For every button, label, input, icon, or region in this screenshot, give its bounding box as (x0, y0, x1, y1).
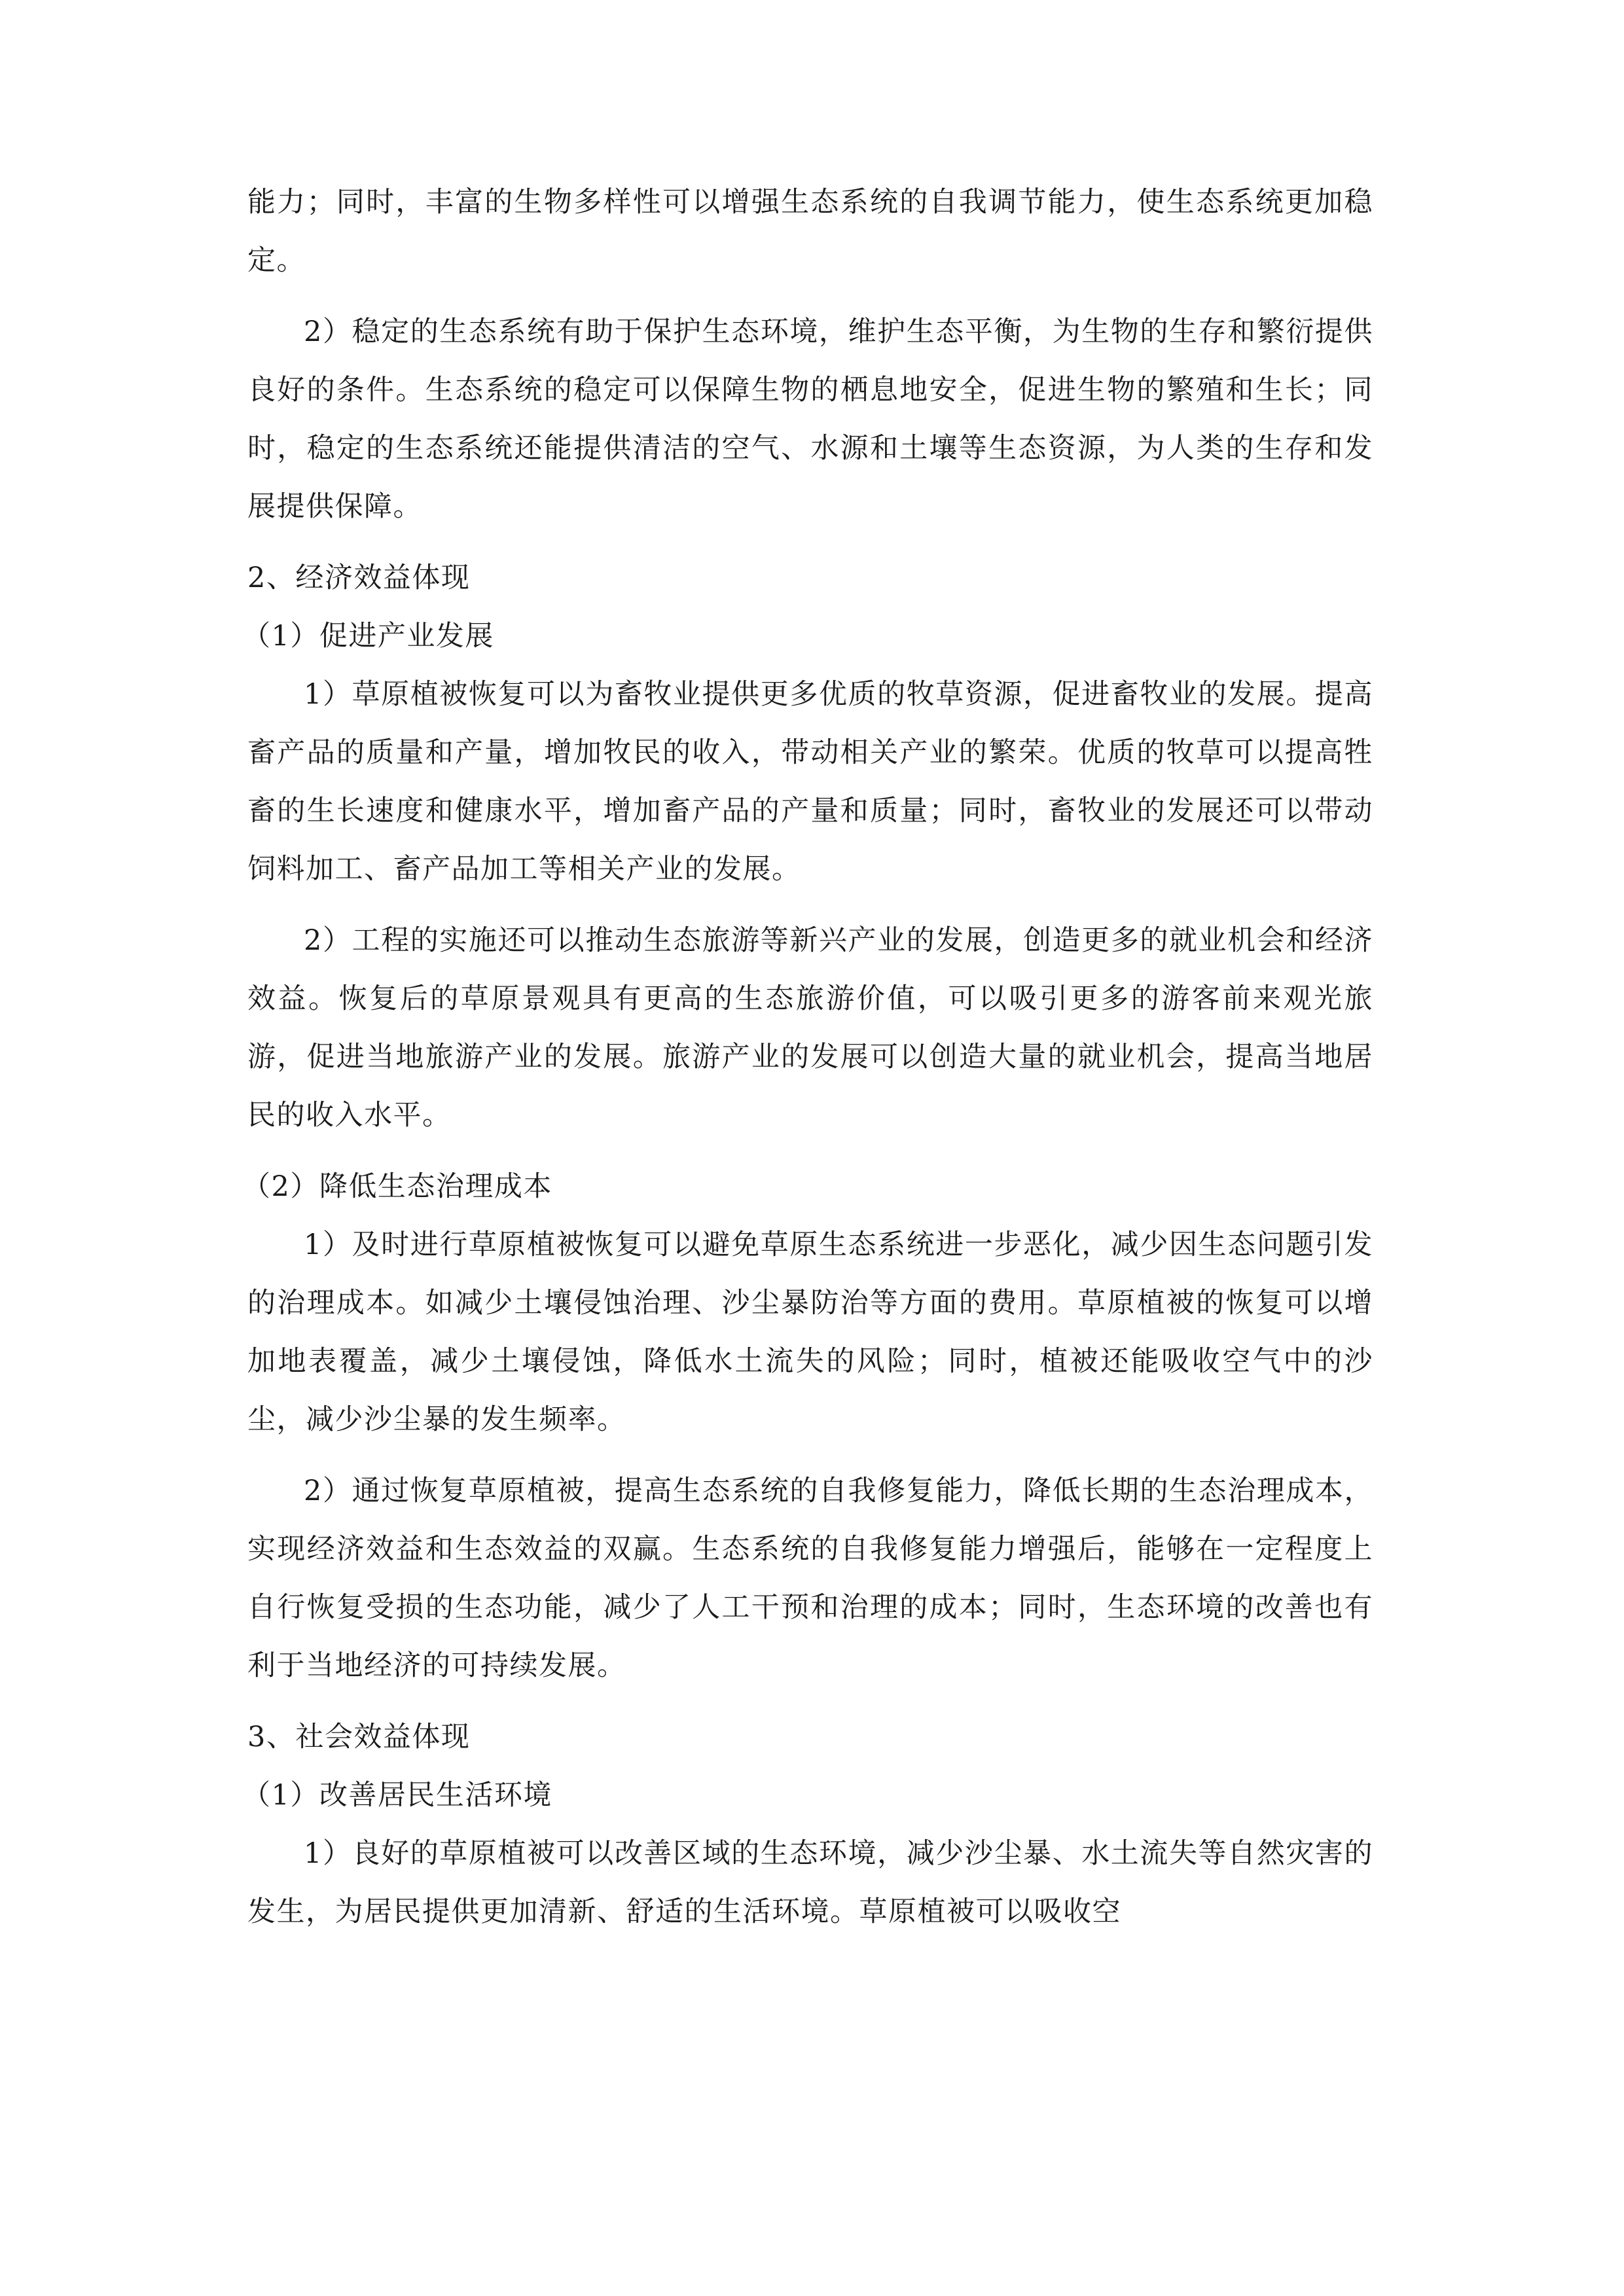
paragraph-item: 1）草原植被恢复可以为畜牧业提供更多优质的牧草资源，促进畜牧业的发展。提高畜产品的质量和产量，增加牧民的收入，带动相关产业的繁荣。优质的牧草可以提高牲畜的生长速度和健康水平，增加畜产品的产量和质量；同时，畜牧业的发展还可以带动饲料加工、畜产品加工等相关产业的发展。 (247, 678, 1373, 886)
paragraph-item: 2）通过恢复草原植被，提高生态系统的自我修复能力，降低长期的生态治理成本，实现经济效益和生态效益的双赢。生态系统的自我修复能力增强后，能够在一定程度上自行恢复受损的生态功能，减少了人工干预和治理的成本；同时，生态环境的改善也有利于当地经济的可持续发展。 (247, 1475, 1373, 1682)
subsection-heading: （1）改善居民生活环境 (242, 1779, 552, 1812)
section-heading: 3、社会效益体现 (247, 1721, 471, 1753)
subsection-heading: （2）降低生态治理成本 (242, 1170, 552, 1203)
document-body (242, 173, 1373, 1941)
paragraph-item: 1）及时进行草原植被恢复可以避免草原生态系统进一步恶化，减少因生态问题引发的治理成本。如减少土壤侵蚀治理、沙尘暴防治等方面的费用。草原植被的恢复可以增加地表覆盖，减少土壤侵蚀，降低水土流失的风险；同时，植被还能吸收空气中的沙尘，减少沙尘暴的发生频率。 (247, 1229, 1373, 1436)
paragraph-item: 2）稳定的生态系统有助于保护生态环境，维护生态平衡，为生物的生存和繁衍提供良好的条件。生态系统的稳定可以保障生物的栖息地安全，促进生物的繁殖和生长；同时，稳定的生态系统还能提供清洁的空气、水源和土壤等生态资源，为人类的生存和发展提供保障。 (247, 315, 1373, 523)
paragraph-item: 2）工程的实施还可以推动生态旅游等新兴产业的发展，创造更多的就业机会和经济效益。恢复后的草原景观具有更高的生态旅游价值，可以吸引更多的游客前来观光旅游，促进当地旅游产业的发展。旅游产业的发展可以创造大量的就业机会，提高当地居民的收入水平。 (247, 924, 1373, 1132)
subsection-heading: （1）促进产业发展 (242, 620, 494, 653)
section-heading: 2、经济效益体现 (247, 562, 471, 594)
paragraph-continuation: 能力；同时，丰富的生物多样性可以增强生态系统的自我调节能力，使生态系统更加稳定。 (247, 186, 1373, 277)
paragraph-item: 1）良好的草原植被可以改善区域的生态环境，减少沙尘暴、水土流失等自然灾害的发生，为居民提供更加清新、舒适的生活环境。草原植被可以吸收空 (247, 1837, 1373, 1928)
